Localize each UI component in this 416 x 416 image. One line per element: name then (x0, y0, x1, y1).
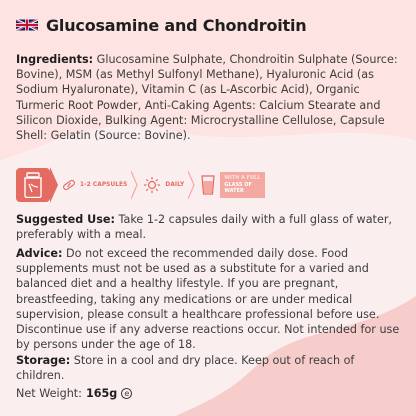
water-line-1: WITH A FULL (224, 175, 261, 182)
page-title: Glucosamine and Chondroitin (46, 15, 307, 35)
water-label-box (220, 172, 264, 198)
suggested-use-text: Take 1-2 capsules daily with a full glass of water, preferably with a meal. (16, 213, 392, 242)
arrow-separator (50, 167, 58, 203)
ingredients-text: Glucosamine Sulphate, Chondroitin Sulphate (Source: Bovine), MSM (as Methyl Sulfonyl Methane), Hyaluronic Acid (as Sodium Hyaluronate), Vitamin C (as L-Ascorbic Acid), Organic Turmeric Root Powder, Anti-Caking Agents: Calcium Stearate and Silicon Dioxide, Bulking Agent: Microcrystalline Cellulose, Capsule Shell: Gelatin (Source: Bovine). (16, 53, 398, 143)
arrow-separator (131, 167, 139, 203)
advice-section (16, 246, 406, 352)
capsules-segment (58, 167, 127, 203)
glass-icon (200, 175, 216, 195)
ingredients-label: Ingredients: (16, 53, 94, 66)
capsule-icon (62, 178, 76, 192)
arrow-separator (188, 167, 196, 203)
suggested-use-label: Suggested Use: (16, 213, 115, 226)
net-weight-label: Net Weight: (16, 387, 82, 400)
ingredients-section (16, 52, 406, 143)
suggested-use-section (16, 212, 406, 242)
estimated-sign-icon: e (121, 388, 132, 399)
capsules-label: 1-2 CAPSULES (80, 182, 128, 188)
daily-segment (139, 167, 184, 203)
uk-flag-icon (16, 18, 38, 32)
bottle-icon (16, 168, 50, 202)
water-segment (196, 167, 264, 203)
sun-icon (143, 176, 161, 194)
usage-strip (16, 167, 265, 203)
storage-text: Store in a cool and dry place. Keep out of reach of children. (16, 354, 355, 383)
daily-label: DAILY (165, 182, 185, 188)
net-weight-value: 165g (85, 387, 118, 400)
net-weight-row (16, 386, 406, 401)
water-line-3: WATER (224, 188, 244, 195)
advice-text: Do not exceed the recommended daily dose. Food supplements must not be used as a substitute for a varied and balanced diet and a healthy lifestyle. If you are pregnant, breastfeeding, taking any medications or are under medical supervision, please consult a healthcare professional before use. Discontinue use if any adverse reactions occur. Not intended for use by persons under the age of 18. (16, 247, 400, 352)
title-row (16, 12, 306, 38)
storage-label: Storage: (16, 354, 71, 367)
advice-label: Advice: (16, 247, 63, 260)
storage-section (16, 353, 406, 383)
water-line-2: GLASS OF (224, 181, 252, 188)
